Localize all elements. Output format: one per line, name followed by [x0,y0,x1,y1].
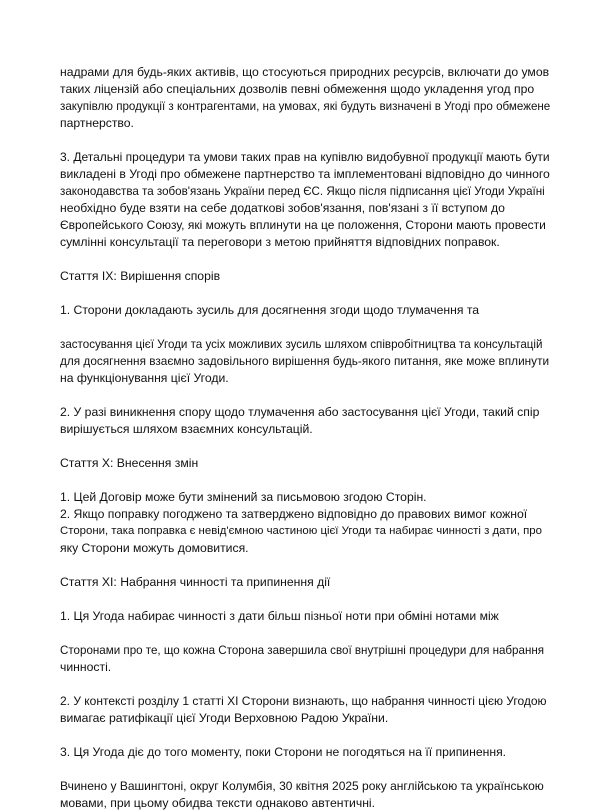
text-line: 2. У разі виникнення спору щодо тлумачення або застосування цієї Угоди, такий спір [60,405,540,419]
text-line: вимагає ратифікації цієї Угоди Верховною Радою України. [60,711,389,725]
text-line: для досягнення взаємно задовільного вирішення будь-якого питання, яке може вплинути [60,354,550,368]
text-line: 3. Детальні процедури та умови таких прав на купівлю видобувної продукції мають бути [60,150,550,164]
paragraph-article-xi-2 [60,693,550,727]
text-line: законодавства та зобов'язань України перед ЄС. Якщо після підписання цієї Угоди Україні [60,185,545,198]
heading-article-xi [60,574,550,591]
text-line: 1. Цей Договір може бути змінений за письмовою згодою Сторін. [60,490,427,504]
paragraph-article-x [60,489,550,557]
text-line: сумлінні консультації та переговори з метою прийняття відповідних поправок. [60,235,500,249]
paragraph-article-viii-3 [60,149,550,251]
text-line: надрами для будь-яких активів, що стосуються природних ресурсів, включати до умов [60,65,550,79]
heading-article-x [60,455,550,472]
text-line: вирішується шляхом взаємних консультацій. [60,422,313,436]
paragraph-article-xi-1b [60,642,550,676]
paragraph-article-xi-1a [60,608,550,625]
text-line: Сторонами про те, що кожна Сторона завершила свої внутрішні процедури для набрання [60,644,545,657]
paragraph-resource-licenses [60,64,550,132]
text-line: 3. Ця Угода діє до того моменту, поки Сторони не погодяться на її припинення. [60,745,507,759]
heading-text: Стаття XI: Набрання чинності та припинення дії [60,575,331,589]
paragraph-article-xi-3 [60,744,550,761]
text-line: яку Сторони можуть домовитися. [60,541,249,555]
paragraph-article-ix-1b [60,336,550,387]
text-line: мовами, при цьому обидва тексти однаково автентичні. [60,796,376,810]
text-line: необхідно буде взяти на себе додаткові зобов'язання, пов'язані з її вступом до [60,201,505,215]
text-line: партнерство. [60,116,134,130]
text-line: на функціонування цієї Угоди. [60,371,229,385]
text-line: 1. Ця Угода набирає чинності з дати більш пізньої ноти при обміні нотами між [60,609,499,623]
text-line: 2. У контексті розділу 1 статті XI Сторони визнають, що набрання чинності цією Угодою [60,694,547,708]
text-line: застосування цієї Угоди та усіх можливих зусиль шляхом співробітництва та консультацій [60,338,543,351]
text-line: чинності. [60,660,112,674]
text-line: викладені в Угоді про обмежене партнерство та імплементовані відповідно до чинного [60,167,550,181]
text-line: Сторони, така поправка є невід'ємною частиною цієї Угоди та набирає чинності з дати, про [60,525,542,537]
heading-text: Стаття IX: Вирішення спорів [60,269,221,283]
paragraph-article-ix-1a [60,302,550,319]
heading-text: Стаття X: Внесення змін [60,456,199,470]
text-line: закупівлю продукції з контрагентами, на умовах, які будуть визначені в Угоді про обмежене [60,100,551,113]
heading-article-ix [60,268,550,285]
document-page [60,64,550,812]
text-line: таких ліцензій або спеціальних дозволів певні обмеження щодо укладення угод про [60,82,535,96]
text-line: Вчинено у Вашингтоні, округ Колумбія, 30 квітня 2025 року англійською та українською [60,779,544,793]
paragraph-closing [60,778,550,812]
text-line: Європейського Союзу, які можуть вплинути на це положення, Сторони мають провести [60,218,546,232]
text-line: 2. Якщо поправку погоджено та затверджено відповідно до правових вимог кожної [60,507,528,521]
paragraph-article-ix-2 [60,404,550,438]
text-line: 1. Сторони докладають зусиль для досягнення згоди щодо тлумачення та [60,303,480,317]
